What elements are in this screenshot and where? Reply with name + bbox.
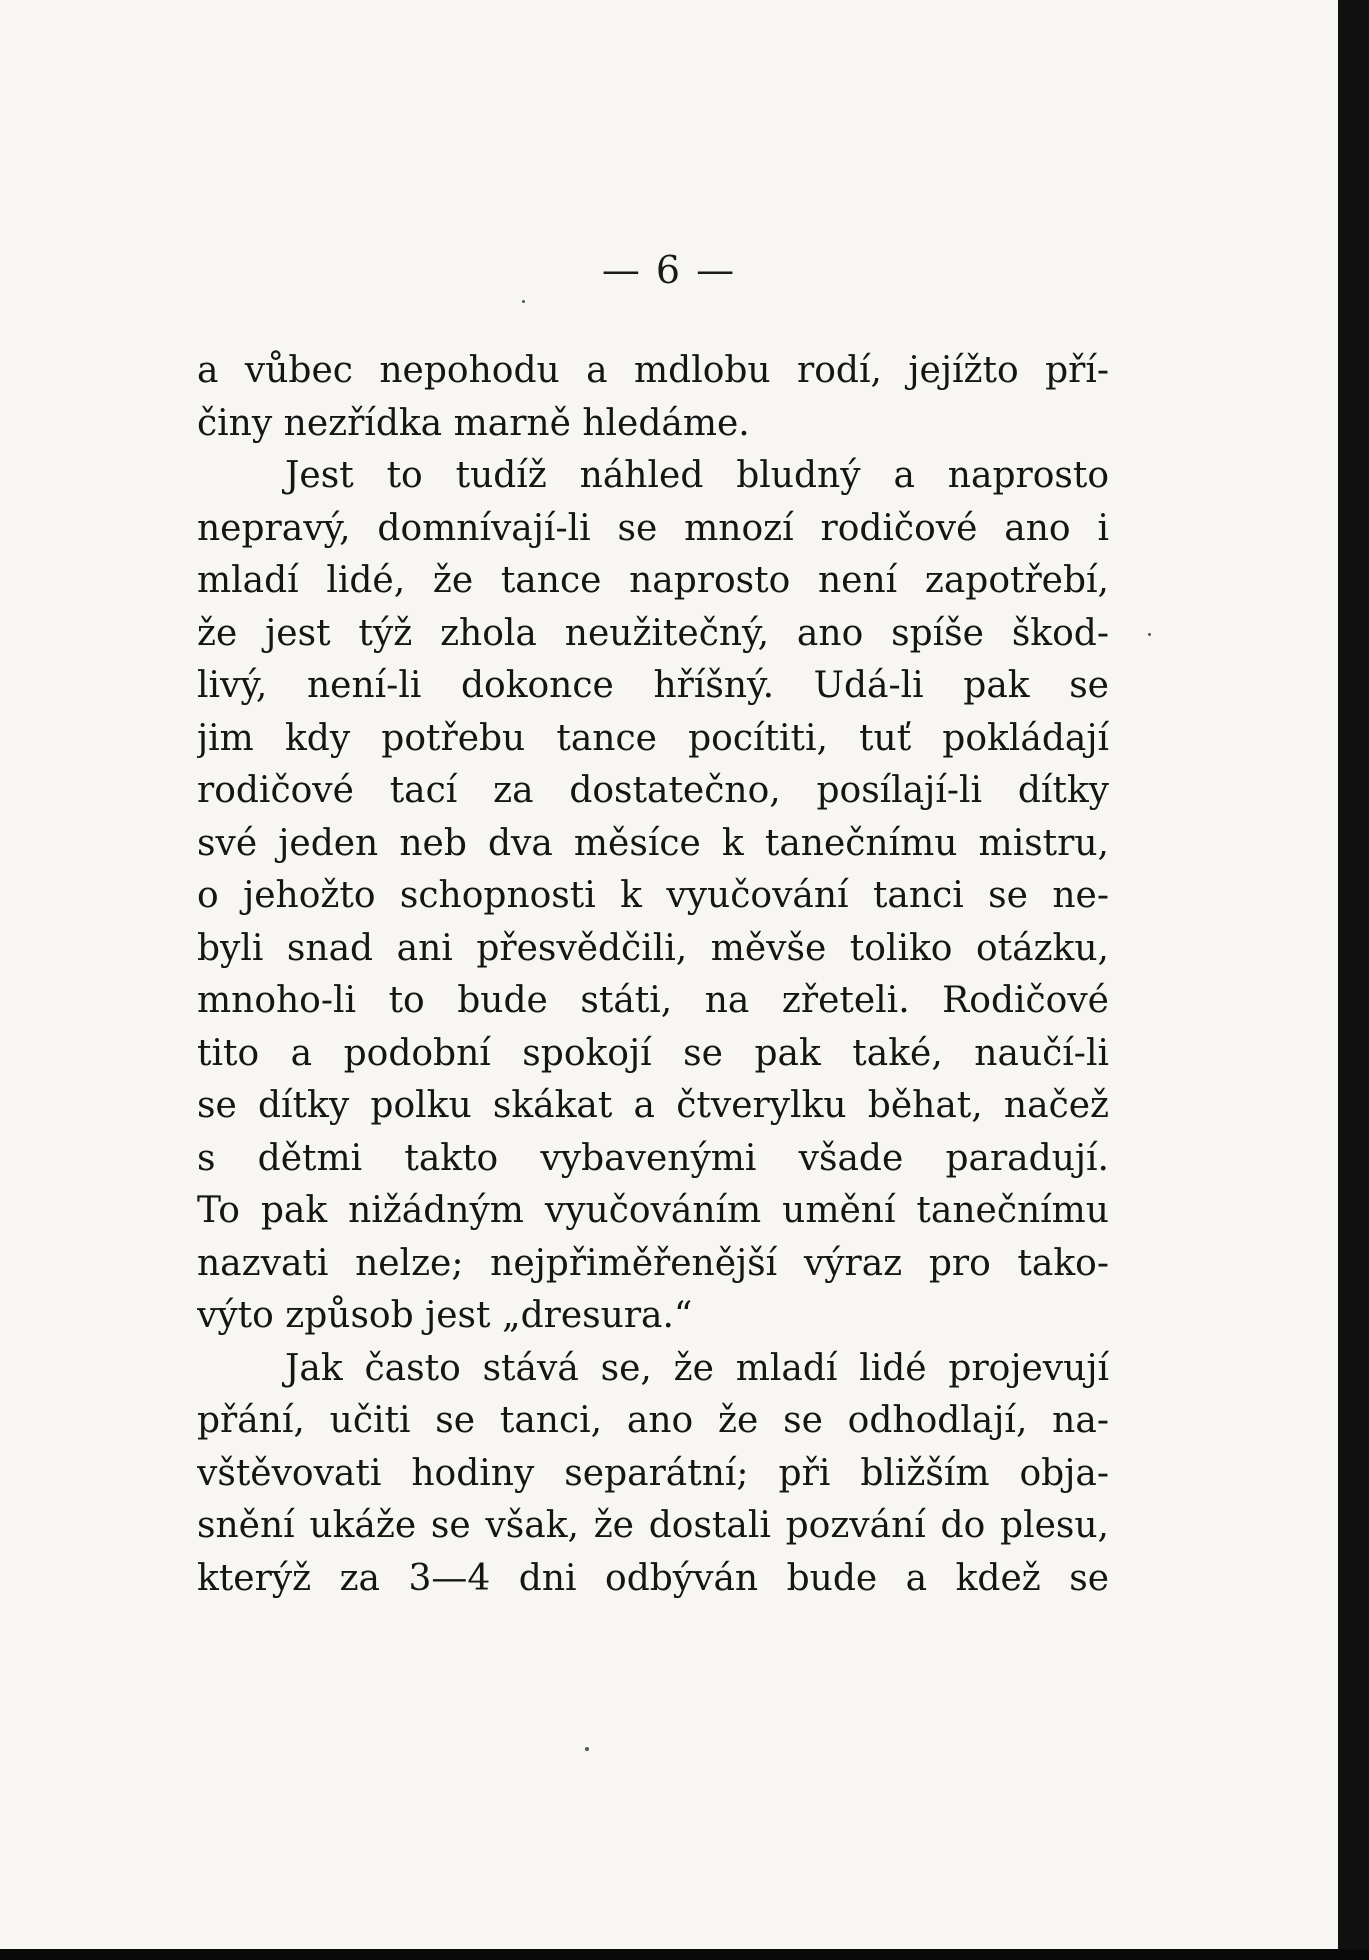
page-number: — 6 — [601, 248, 737, 292]
text-line: nazvati nelze; nejpřiměřenější výraz pro tako- [197, 1242, 1109, 1284]
text-line: s dětmi takto vybavenými všade paradují. [197, 1137, 1109, 1179]
text-line: To pak nižádným vyučováním umění tanečnímu [197, 1190, 1109, 1231]
text-line: že jest týž zhola neužitečný, ano spíše škod- [197, 612, 1109, 654]
text-line: a vůbec nepohodu a mdlobu rodí, jejížto pří- [197, 350, 1109, 391]
print-speck [585, 1747, 589, 1751]
text-line: Jest to tudíž náhled bludný a naprosto [285, 455, 1109, 496]
body-text [197, 345, 1109, 1605]
binding-edge [1338, 0, 1369, 1960]
text-line: Jak často stává se, že mladí lidé projevují [285, 1347, 1109, 1389]
text-line: se dítky polku skákat a čtverylku běhat, načež [197, 1085, 1109, 1126]
text-line: mnoho-li to bude státi, na zřeteli. Rodičové [197, 980, 1109, 1021]
text-line: byli snad ani přesvědčili, měvše toliko otázku, [197, 927, 1109, 969]
text-line: přání, učiti se tanci, ano že se odhodlají, na- [197, 1400, 1109, 1441]
text-line: vštěvovati hodiny separátní; při bližším obja- [197, 1452, 1109, 1494]
text-line: výto způsob jest „dresura.“ [197, 1295, 693, 1336]
text-line: livý, není-li dokonce hříšný. Udá-li pak se [197, 665, 1109, 706]
text-line: tito a podobní spokojí se pak také, naučí-li [197, 1032, 1109, 1074]
text-line: rodičové tací za dostatečno, posílají-li dítky [197, 770, 1109, 811]
text-line: kterýž za 3—4 dni odbýván bude a kdež se [197, 1557, 1109, 1599]
print-speck [522, 300, 525, 303]
text-line: o jehožto schopnosti k vyučování tanci se ne- [197, 875, 1109, 916]
print-speck [1148, 633, 1151, 636]
text-line: jim kdy potřebu tance pocítiti, tuť pokládají [197, 717, 1109, 759]
bottom-edge [0, 1949, 1369, 1960]
text-line: činy nezřídka marně hledáme. [197, 402, 750, 444]
text-line: nepravý, domnívají-li se mnozí rodičové ano i [197, 507, 1109, 549]
text-line: snění ukáže se však, že dostali pozvání do plesu, [197, 1505, 1109, 1546]
text-line: své jeden neb dva měsíce k tanečnímu mistru, [197, 822, 1109, 864]
text-line: mladí lidé, že tance naprosto není zapotřebí, [197, 560, 1109, 601]
